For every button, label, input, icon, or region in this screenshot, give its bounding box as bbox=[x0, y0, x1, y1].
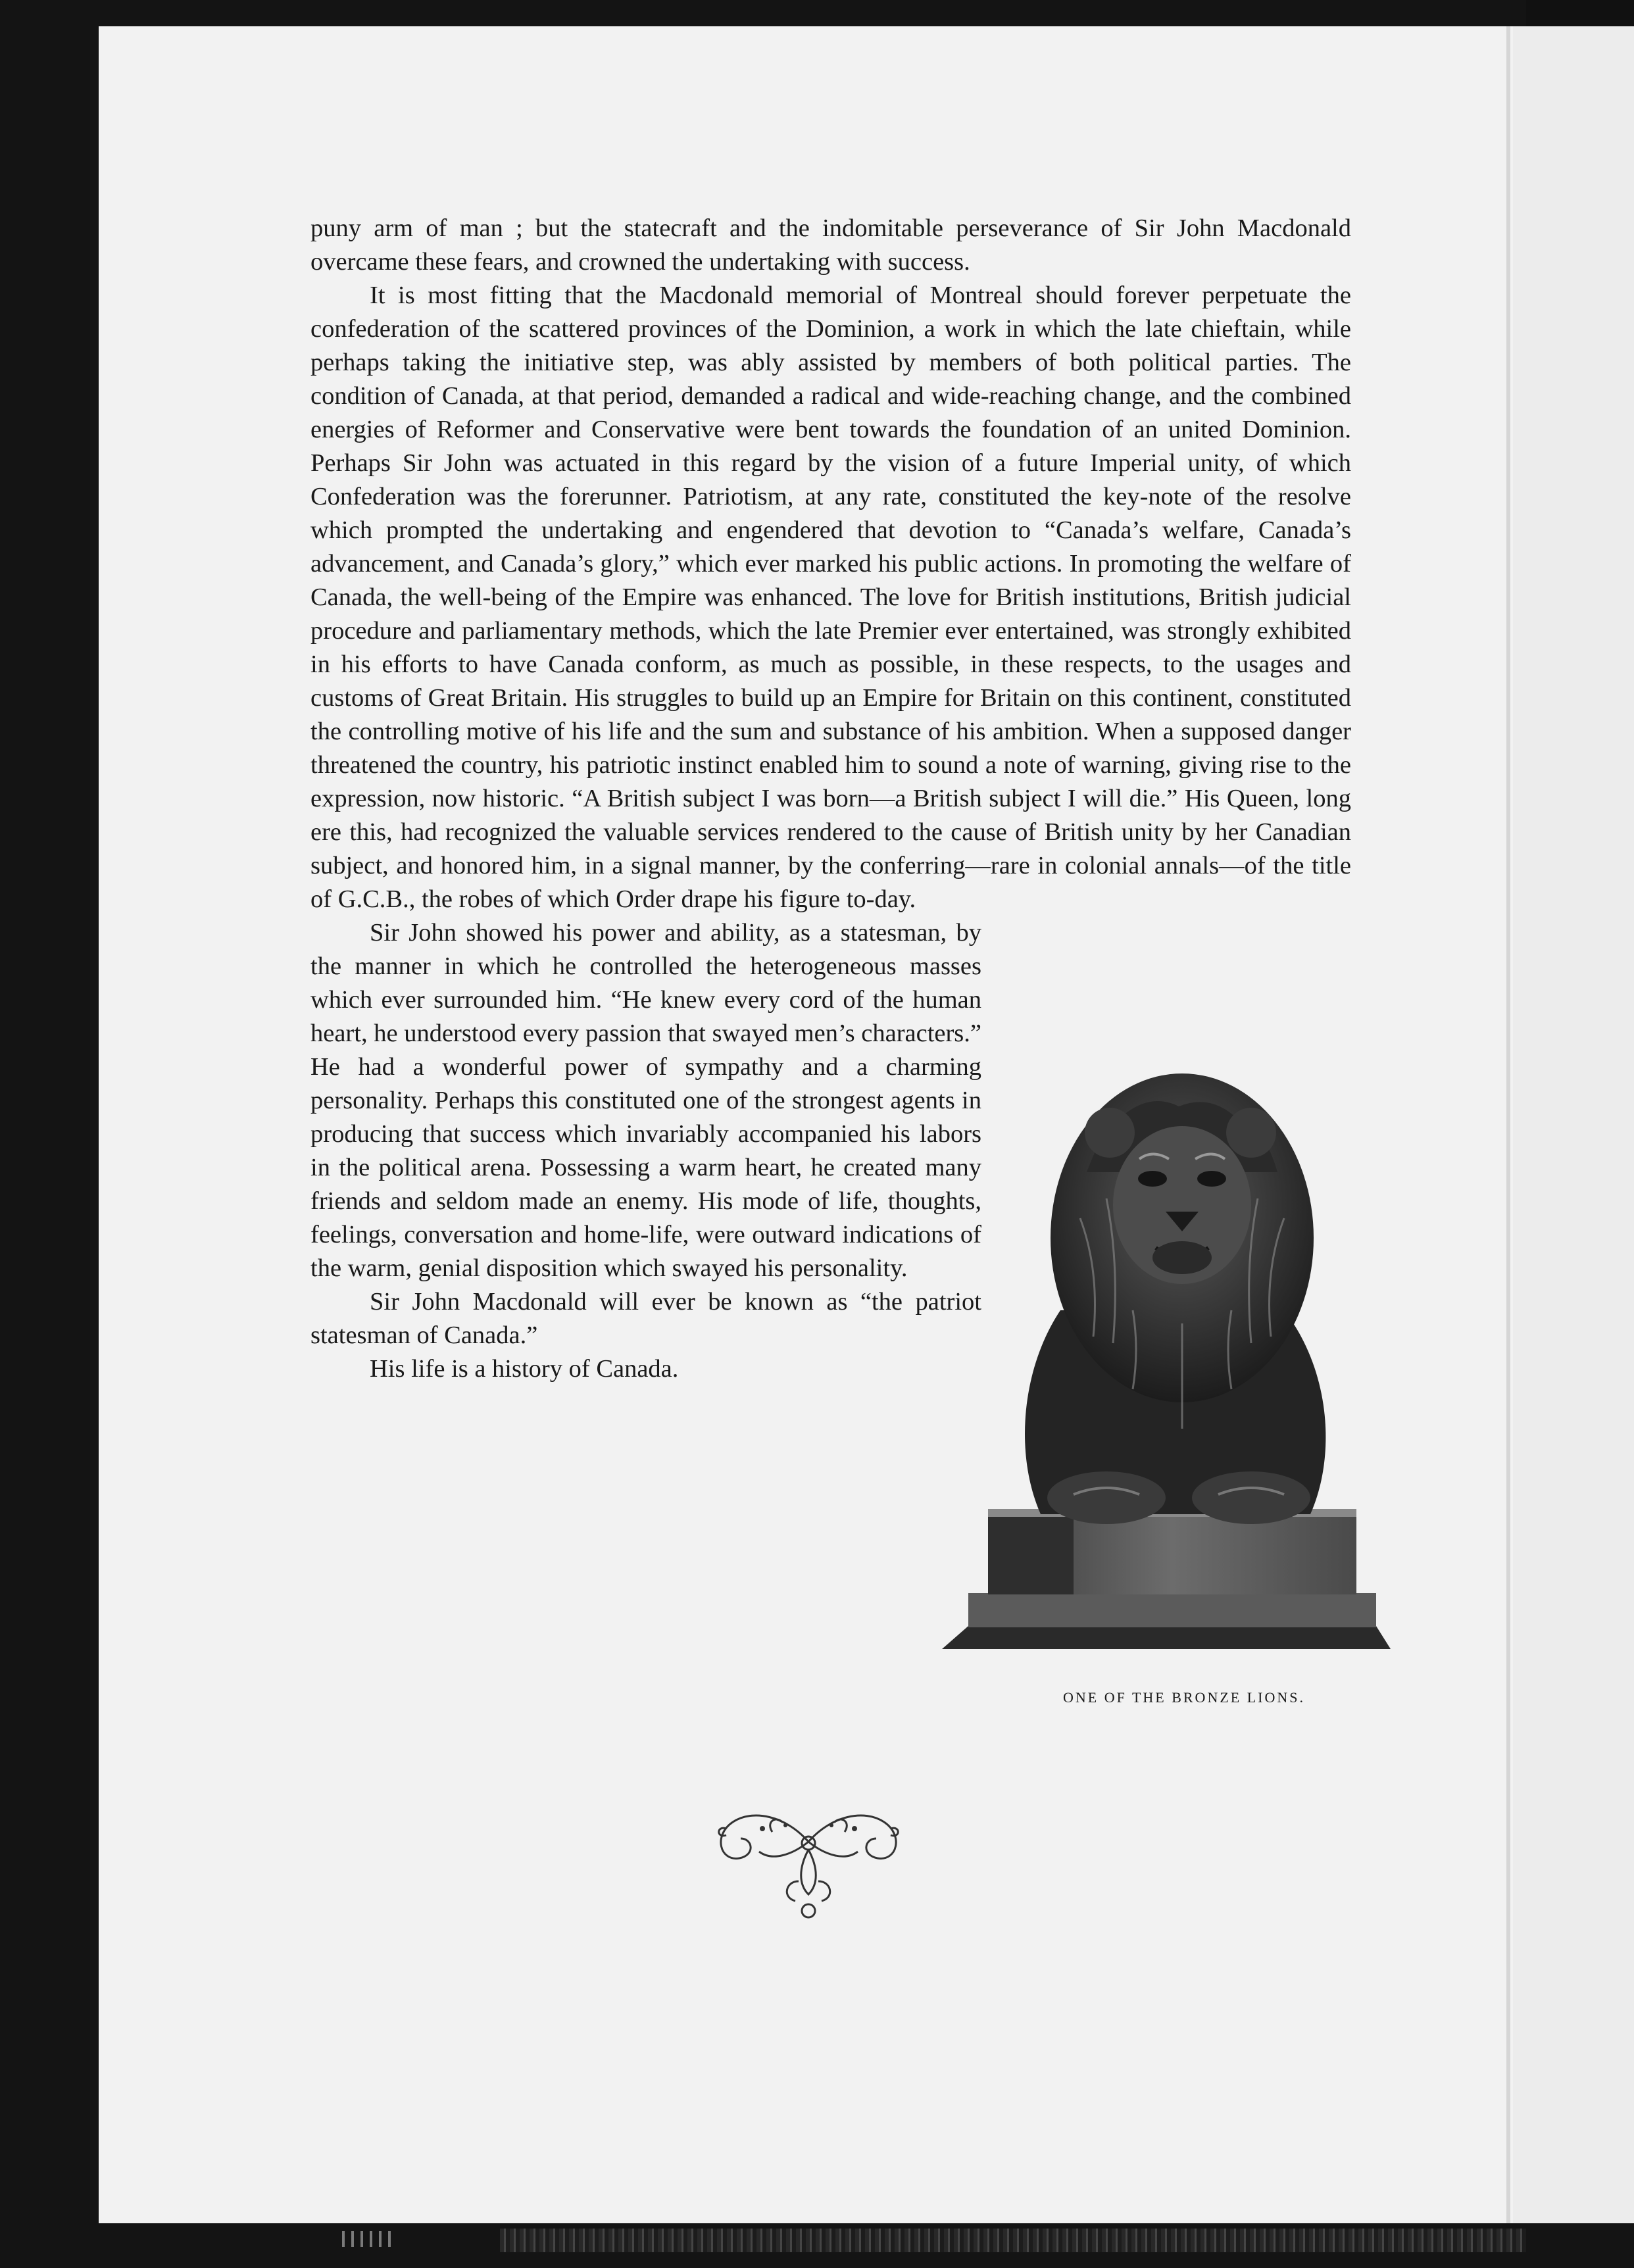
bronze-lion-photo bbox=[942, 1060, 1391, 1665]
facing-page-strip bbox=[1513, 26, 1634, 2223]
paragraph-continuation: puny arm of man ; but the statecraft and the indomitable perseverance of Sir John Macdonald overcame these fears, and crowned the undertaking with success. bbox=[310, 214, 1351, 276]
paragraph-history: His life is a history of Canada. bbox=[370, 1355, 679, 1383]
figure-caption: ONE OF THE BRONZE LIONS. bbox=[1063, 1689, 1305, 1706]
scan-border-top bbox=[1526, 0, 1634, 26]
floral-scroll-ornament bbox=[700, 1802, 917, 1927]
scan-marks bbox=[342, 2231, 395, 2247]
scan-border-bottom bbox=[500, 2229, 1526, 2252]
paragraph-patriot: Sir John Macdonald will ever be known as “the patriot statesman of Canada.” bbox=[310, 1288, 981, 1349]
lion-icon bbox=[942, 1060, 1391, 1665]
paragraph-statesman: Sir John showed his power and ability, as a statesman, by the manner in which he controlled the heterogeneous masses which ever surrounded him. “He knew every cord of the human heart, he understood every passion that swayed men’s characters.” He had a wonderful power of sympathy and a charming personality. Perhaps this constituted one of the strongest agents in producing that success which invariably accompanied his labors in the political arena. Possessing a warm heart, he created many friends and seldom made an enemy. His mode of life, thoughts, feelings, conversation and home-life, were outward indications of the warm, genial disposition which swayed his personality. bbox=[310, 919, 981, 1282]
page-edge bbox=[1506, 26, 1510, 2223]
ornament-icon bbox=[700, 1802, 917, 1927]
paragraph-confederation: It is most fitting that the Macdonald memorial of Montreal should forever perpetuate the confederation of the scattered provinces of the Dominion, a work in which the late chieftain, while perhaps taking the initiative step, was ably assisted by members of both political parties. The condition of Canada, at that period, demanded a radical and wide-reaching change, and the combined energies of Reformer and Conservative were bent towards the foundation of an united Dominion. Perhaps Sir John was actuated in this regard by the vision of a future Imperial unity, of which Confederation was the forerunner. Patriotism, at any rate, constituted the key-note of the resolve which prompted the undertaking and engendered that devotion to “Canada’s welfare, Canada’s advancement, and Canada’s glory,” which ever marked his public actions. In promoting the welfare of Canada, the well-being of the Empire was enhanced. The love for British institutions, British judicial procedure and parliamentary methods, which the late Premier ever entertained, was strongly exhibited in his efforts to have Canada conform, as much as possible, in these respects, to the usages and customs of Great Britain. His struggles to build up an Empire for Britain on this continent, constituted the controlling motive of his life and the sum and substance of his ambition. When a supposed danger threatened the country, his patriotic instinct enabled him to sound a note of warning, giving rise to the expression, now historic. “A British subject I was born—a British subject I will die.” His Queen, long ere this, had recognized the valuable services rendered to the cause of British unity by her Canadian subject, and honored him, in a signal manner, by the conferring—rare in colonial annals—of the title of G.C.B., the robes of which Order drape his figure to-day. bbox=[310, 282, 1351, 913]
